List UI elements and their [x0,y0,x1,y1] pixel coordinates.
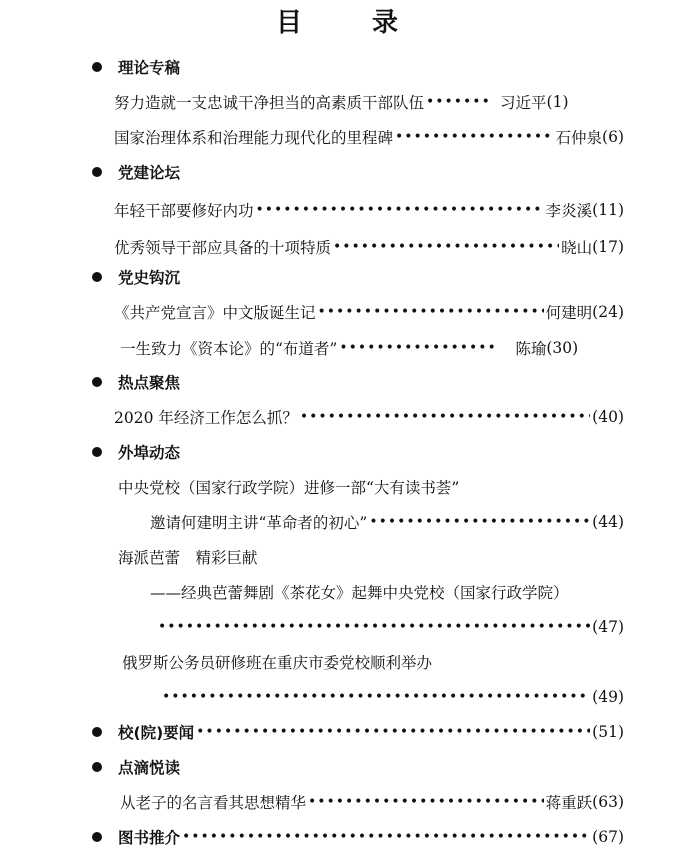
entry-title: 海派芭蕾 精彩巨献 [118,549,258,567]
entry-title: 优秀领导干部应具备的十项特质 [114,239,332,257]
section-heading [0,160,674,184]
toc-entry-continued[interactable] [0,685,624,709]
section-label: 外埠动态 [118,444,181,462]
entry-page: (30) [546,339,579,357]
section-heading [0,370,674,394]
entry-page: (1) [546,93,569,111]
leader-dots [395,125,554,149]
toc-entry[interactable] [0,198,624,222]
toc-entry[interactable] [0,336,624,360]
section-label: 点滴悦读 [118,759,181,777]
entry-title: 俄罗斯公务员研修班在重庆市委党校顺利举办 [122,654,433,672]
entry-title: 国家治理体系和治理能力现代化的里程碑 [114,129,394,147]
entry-title: 年轻干部要修好内功 [114,202,254,220]
section-label: 理论专稿 [118,59,181,77]
leader-dots [426,90,492,114]
entry-title: 邀请何建明主讲“革命者的初心” [150,514,368,532]
leader-dots [318,300,544,324]
leader-dots [369,510,590,534]
section-heading [0,440,674,464]
bullet-icon [92,62,102,72]
bullet-icon [92,272,102,282]
toc-entry[interactable] [0,90,624,114]
section-heading [0,55,674,79]
section-heading[interactable] [0,825,624,849]
toc-entry[interactable] [0,650,624,674]
toc-entry-subtitle[interactable] [0,580,624,604]
toc-entry[interactable] [0,545,624,569]
entry-author: 何建明 [545,304,593,322]
toc-entry[interactable] [0,125,624,149]
toc-entry[interactable] [0,300,624,324]
entry-page: (67) [592,828,624,846]
section-heading [0,755,674,779]
entry-author: 晓山 [561,239,593,257]
bullet-icon [92,762,102,772]
section-heading[interactable] [0,720,624,744]
bullet-icon [92,832,102,842]
entry-page: (24) [592,303,624,321]
section-label: 热点聚焦 [118,374,181,392]
leader-dots [256,198,544,222]
section-label: 党史钩沉 [118,269,181,287]
entry-subtitle: ——经典芭蕾舞剧《茶花女》起舞中央党校（国家行政学院） [150,584,569,602]
leader-dots [162,685,590,709]
entry-author: 蒋重跃 [545,794,593,812]
entry-author: 石仲泉 [555,129,603,147]
entry-page: (6) [602,128,624,146]
entry-title: 2020 年经济工作怎么抓？ [114,409,298,427]
leader-dots [182,825,590,849]
entry-author: 习近平 [500,94,547,112]
bullet-icon [92,727,102,737]
entry-page: (44) [592,513,624,531]
bullet-icon [92,167,102,177]
entry-page: (11) [592,201,624,219]
entry-title: 《共产党宣言》中文版诞生记 [114,304,316,322]
entry-author: 李炎溪 [545,202,593,220]
toc-entry[interactable] [0,405,624,429]
entry-title: 一生致力《资本论》的“布道者” [120,340,338,358]
bullet-icon [92,377,102,387]
toc-entry-continued[interactable] [0,510,624,534]
entry-page: (51) [592,723,624,741]
entry-title: 努力造就一支忠诚干净担当的高素质干部队伍 [114,94,425,112]
toc-entry-continued[interactable] [0,615,624,639]
section-heading [0,265,674,289]
toc-entry[interactable] [0,475,624,499]
leader-dots [339,336,497,360]
leader-dots [308,790,544,814]
entry-page: (49) [592,688,624,706]
entry-page: (17) [592,238,624,256]
entry-page: (47) [592,618,624,636]
entry-title: 从老子的名言看其思想精华 [120,794,307,812]
section-label: 党建论坛 [118,164,181,182]
entry-page: (63) [592,793,624,811]
section-label: 图书推介 [118,829,181,847]
bullet-icon [92,447,102,457]
toc-entry[interactable] [0,235,624,259]
toc-entry[interactable] [0,790,624,814]
leader-dots [300,405,590,429]
section-label: 校(院)要闻 [118,724,195,742]
entry-title: 中央党校（国家行政学院）进修一部“大有读书荟” [118,479,460,497]
entry-page: (40) [592,408,624,426]
leader-dots [333,235,559,259]
page-title: 目 录 [275,8,420,38]
entry-author: 陈瑜 [515,340,547,358]
leader-dots [196,720,590,744]
leader-dots [158,615,590,639]
